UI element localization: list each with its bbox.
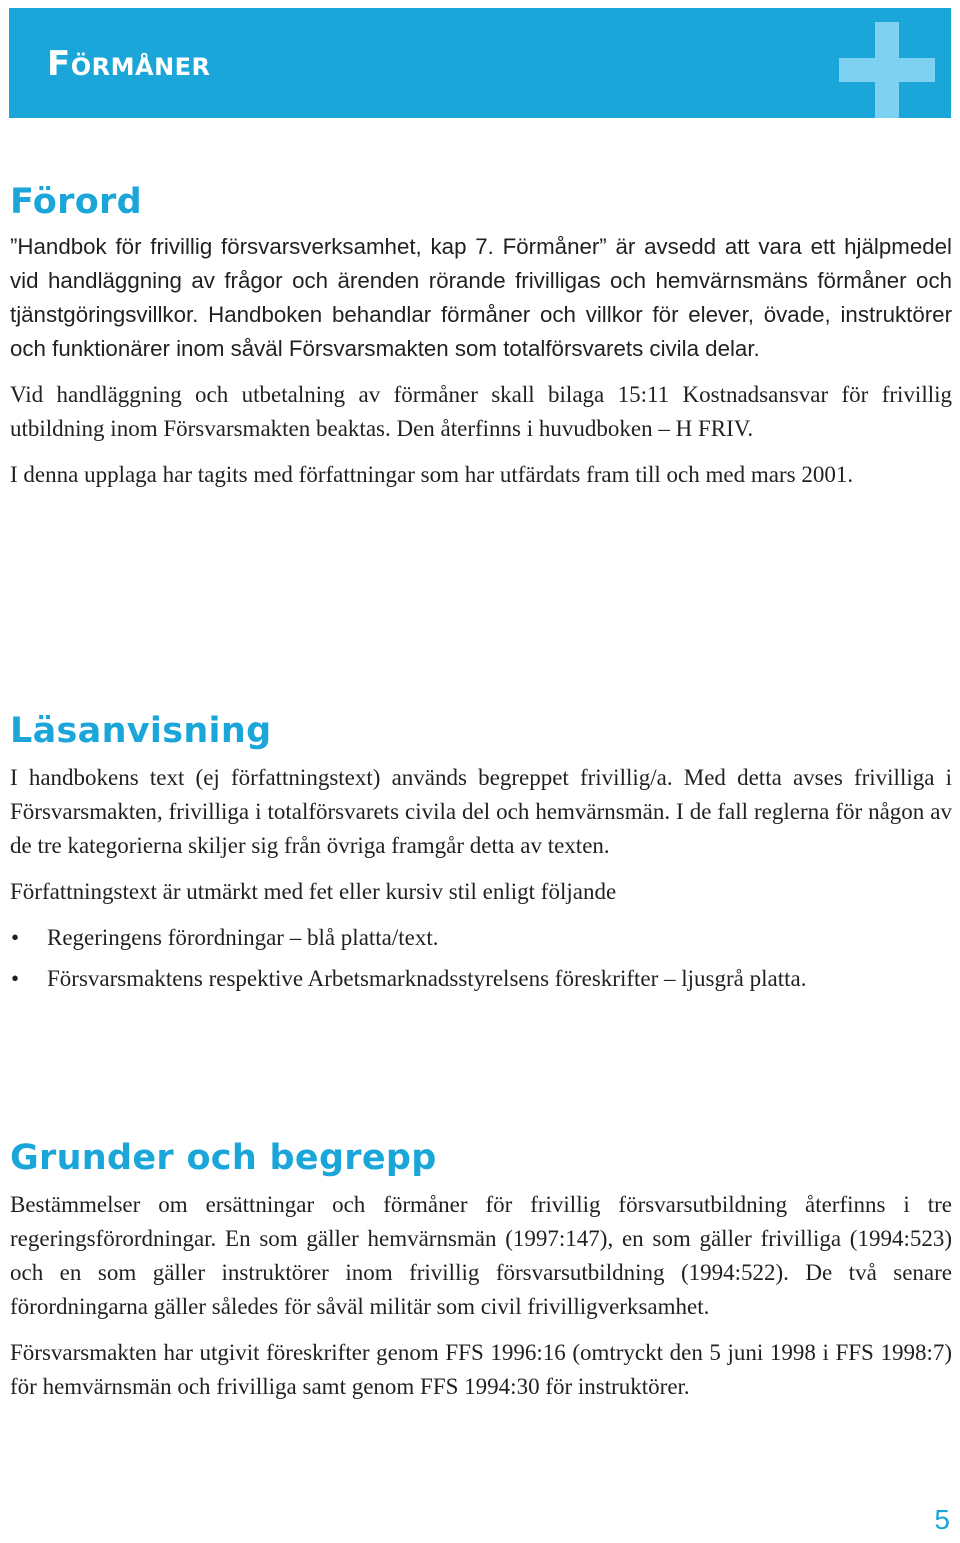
section-grunder xyxy=(10,1136,952,1416)
page-title: Förmåner xyxy=(47,44,211,84)
section-forord xyxy=(10,180,952,504)
section-heading-grunder: Grunder och begrepp xyxy=(10,1138,437,1178)
paragraph: Bestämmelser om ersättningar och förmåner för frivillig försvarsutbildning återfinns i tre regeringsförordningar. En som gäller hemvärnsmän (1997:147), en som gäller frivilliga (1994:523) och en som gäller instruktörer inom frivillig försvarsutbildning (1994:522). De två senare förordningarna gäller således för såväl militär som civil frivilligverksamhet. xyxy=(10,1192,952,1319)
paragraph: I denna upplaga har tagits med författningar som har utfärdats fram till och med mars 2001. xyxy=(10,462,854,487)
list-item: • Regeringens förordningar – blå platta/text. xyxy=(10,921,952,955)
section-lasanvisning xyxy=(10,709,952,1003)
paragraph: Försvarsmakten har utgivit föreskrifter genom FFS 1996:16 (omtryckt den 5 juni 1998 i FFS 1998:7) för hemvärnsmän och frivilliga samt genom FFS 1994:30 för instruktörer. xyxy=(10,1340,952,1399)
header-banner xyxy=(9,8,951,118)
paragraph: Författningstext är utmärkt med fet eller kursiv stil enligt följande xyxy=(10,879,617,904)
paragraph: ”Handbok för frivillig försvarsverksamhet, kap 7. Förmåner” är avsedd att vara ett hjälpmedel vid handläggning av frågor och ärenden rörande frivilligas och hemvärnsmäns förmåner och tjänstgöringsvillkor. Handboken behandlar förmåner och villkor för elever, övade, instruktörer och funktionärer inom såväl Försvarsmakten som totalförsvarets civila delar. xyxy=(10,234,952,361)
plus-icon xyxy=(839,22,935,118)
list-item: • Försvarsmaktens respektive Arbetsmarknadsstyrelsens föreskrifter – ljusgrå platta. xyxy=(10,962,952,996)
page-number: 5 xyxy=(934,1504,950,1535)
bullet-list xyxy=(10,921,952,996)
paragraph: Vid handläggning och utbetalning av förmåner skall bilaga 15:11 Kostnadsansvar för frivillig utbildning inom Försvarsmakten beaktas. Den återfinns i huvudboken – H FRIV. xyxy=(10,382,952,441)
section-heading-lasanvisning: Läsanvisning xyxy=(10,711,272,751)
paragraph: I handbokens text (ej författningstext) används begreppet frivillig/a. Med detta avses frivilliga i Försvarsmakten, frivilliga i totalförsvarets civila del och hemvärnsmän. I de fall reglerna för någon av de tre kategorierna skiljer sig från övriga framgår detta av texten. xyxy=(10,765,952,858)
section-heading-forord: Förord xyxy=(10,182,142,222)
